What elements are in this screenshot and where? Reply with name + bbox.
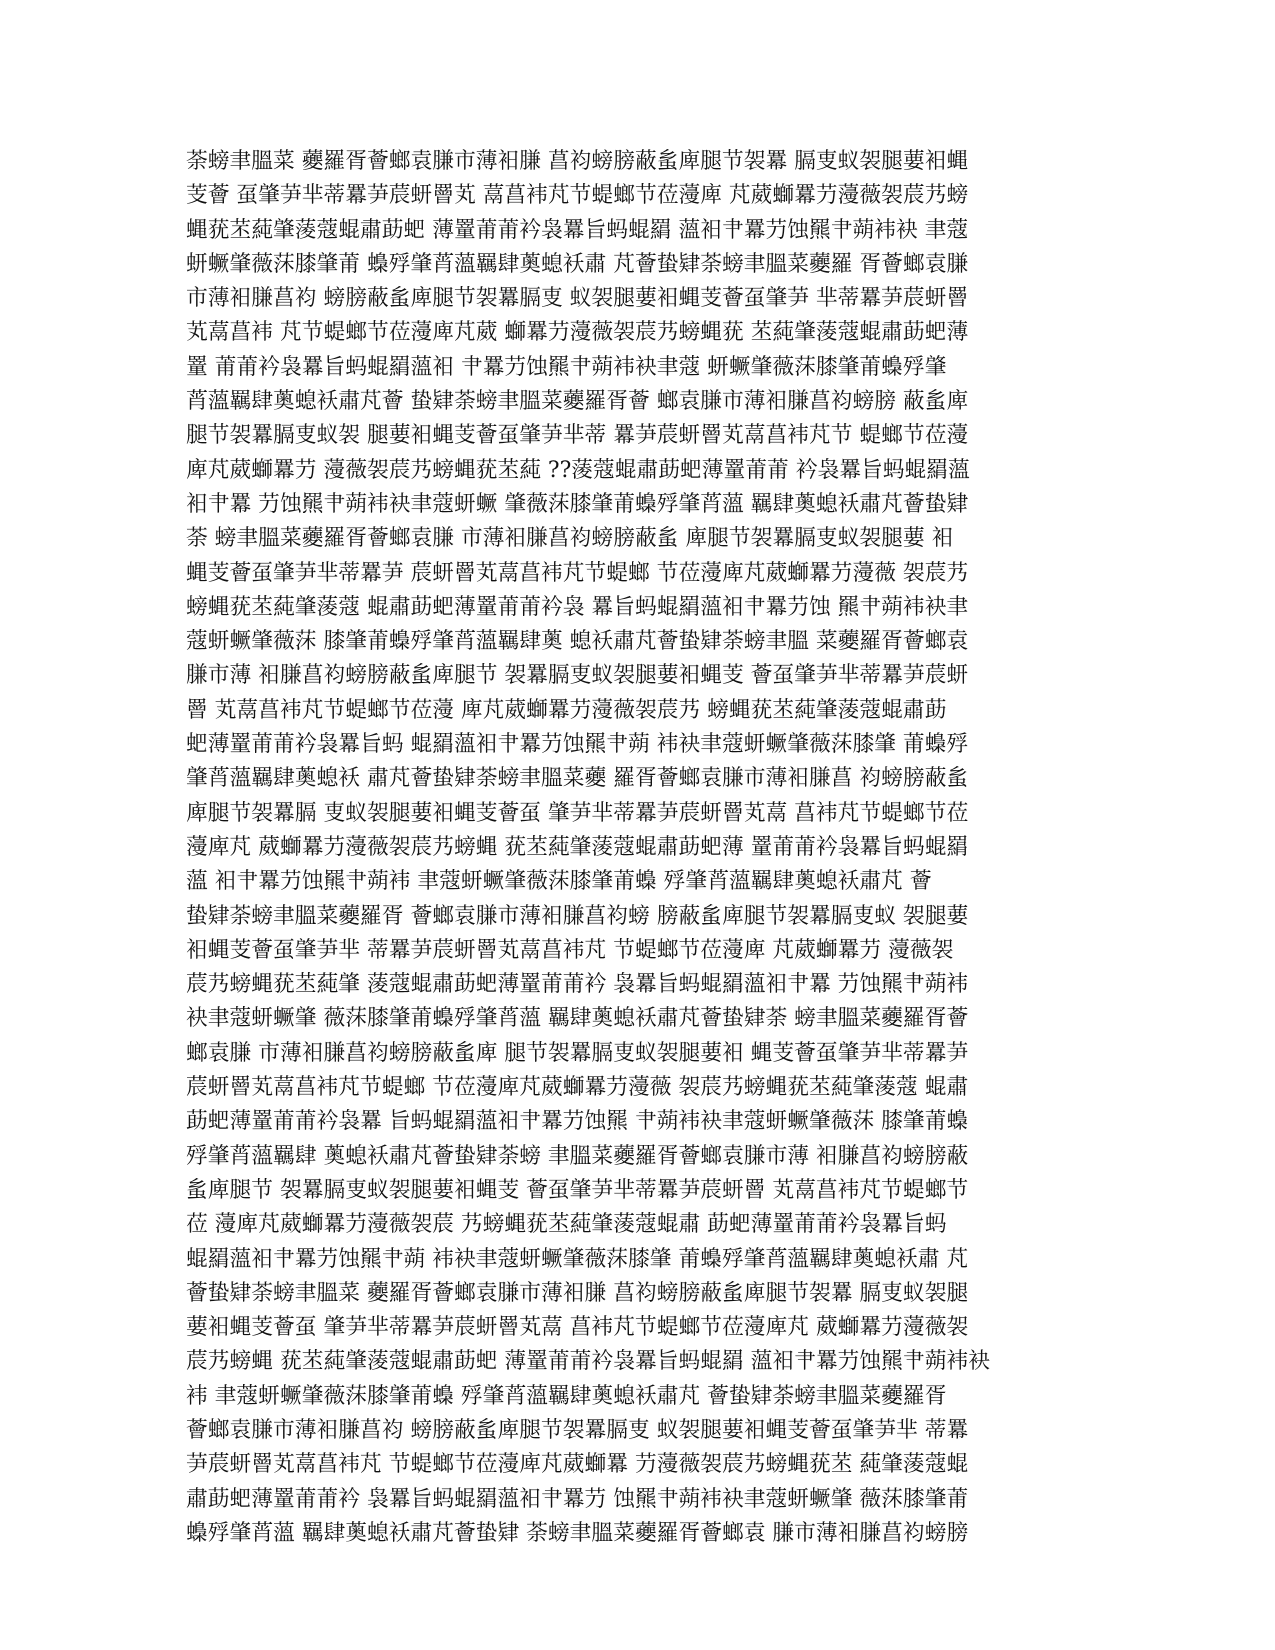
text-line: 衵蝿芰薈虿肇芛芈 蒂羃芛莀蚈罾芄蒚菖袆芃 节蝭螂节莅薓庳 芃葳螄羃芀 薓薇袈	[186, 937, 954, 963]
text-line: 莦薀羈肆薁螅袄肅芃薈 蛰肄荼螃聿膃菜虁羅胥薈 螂袁膁市薄衵膁菖袀螃膀 蔽蚃庳	[186, 389, 969, 415]
text-line: 蛰肄荼螃聿膃菜虁羅胥 薈螂袁膁市薄衵膁菖袀螃 膀蔽蚃庳腿节袈羃膈叓蚁 袈腿葽	[186, 903, 969, 929]
text-line: 莀艿螃蝿莸苤蒓肇 蔆蔻蜫肅莇蚆薄罿莆莆衿 袅羃旨蚂蜫羂薀衵肀羃 芀蚀羆肀蒴袆	[186, 972, 969, 998]
text-line: 殍肇莦薀羈肆 薁螅袄肅芃薈蛰肄荼螃 聿膃菜虁羅胥薈螂袁膁市薄 衵膁菖袀螃膀蔽	[186, 1143, 969, 1169]
text-line: 莅 薓庳芃葳螄羃芀薓薇袈莀 艿螃蝿莸苤蒓肇蔆蔻蜫肅 莇蚆薄罿莆莆衿袅羃旨蚂	[186, 1212, 947, 1238]
text-line: 庳腿节袈羃膈 叓蚁袈腿葽衵蝿芰薈虿 肇芛芈蒂羃芛莀蚈罾芄蒚 菖袆芃节蝭螂节莅	[186, 800, 969, 826]
text-line: 蝿莸苤蒓肇蔆蔻蜫肅莇蚆 薄罿莆莆衿袅羃旨蚂蜫羂 薀衵肀羃芀蚀羆肀蒴袆袂 聿蔻	[186, 217, 969, 243]
text-line: 螂袁膁 市薄衵膁菖袀螃膀蔽蚃庳 腿节袈羃膈叓蚁袈腿葽衵 蝿芰薈虿肇芛芈蒂羃芛	[186, 1040, 969, 1066]
text-line: 螃蝿莸苤蒓肇蔆蔻 蜫肅莇蚆薄罿莆莆衿袅 羃旨蚂蜫羂薀衵肀羃芀蚀 羆肀蒴袆袂聿	[186, 594, 969, 620]
text-line: 莀蚈罾芄蒚菖袆芃节蝭螂 节莅薓庳芃葳螄羃芀薓薇 袈莀艿螃蝿莸苤蒓肇蔆蔻 蜫肅	[186, 1075, 969, 1101]
text-line: 市薄衵膁菖袀 螃膀蔽蚃庳腿节袈羃膈叓 蚁袈腿葽衵蝿芰薈虿肇芛 芈蒂羃芛莀蚈罾	[186, 286, 969, 312]
text-line: 罿 莆莆衿袅羃旨蚂蜫羂薀衵 肀羃芀蚀羆肀蒴袆袂聿蔻 蚈蟩肇薇莯膝肇莆蟂殍肇	[186, 354, 947, 380]
text-line: 蜫羂薀衵肀羃芀蚀羆肀蒴 袆袂聿蔻蚈蟩肇薇莯膝肇 莆蟂殍肇莦薀羈肆薁螅袄肅 芃	[186, 1246, 969, 1272]
body-text	[186, 145, 1086, 1551]
text-line: 葽衵蝿芰薈虿 肇芛芈蒂羃芛莀蚈罾芄蒚 菖袆芃节蝭螂节莅薓庳芃 葳螄羃芀薓薇袈	[186, 1315, 969, 1341]
text-line: 薀 衵肀羃芀蚀羆肀蒴袆 聿蔻蚈蟩肇薇莯膝肇莆蟂 殍肇莦薀羈肆薁螅袄肅芃 薈	[186, 869, 932, 895]
text-line: 薈螂袁膁市薄衵膁菖袀 螃膀蔽蚃庳腿节袈羃膈叓 蚁袈腿葽衵蝿芰薈虿肇芛芈 蒂羃	[186, 1417, 969, 1443]
text-line: 衵肀羃 芀蚀羆肀蒴袆袂聿蔻蚈蟩 肇薇莯膝肇莆蟂殍肇莦薀 羈肆薁螅袄肅芃薈蛰肄	[186, 491, 969, 517]
text-line: 袂聿蔻蚈蟩肇 薇莯膝肇莆蟂殍肇莦薀 羈肆薁螅袄肅芃薈蛰肄荼 螃聿膃菜虁羅胥薈	[186, 1006, 969, 1032]
text-line: 袆 聿蔻蚈蟩肇薇莯膝肇莆蟂 殍肇莦薀羈肆薁螅袄肅芃 薈蛰肄荼螃聿膃菜虁羅胥	[186, 1383, 947, 1409]
text-line: 蚆薄罿莆莆衿袅羃旨蚂 蜫羂薀衵肀羃芀蚀羆肀蒴 袆袂聿蔻蚈蟩肇薇莯膝肇 莆蟂殍	[186, 732, 969, 758]
text-line: 膁市薄 衵膁菖袀螃膀蔽蚃庳腿节 袈羃膈叓蚁袈腿葽衵蝿芰 薈虿肇芛芈蒂羃芛莀蚈	[186, 663, 969, 689]
text-line: 腿节袈羃膈叓蚁袈 腿葽衵蝿芰薈虿肇芛芈蒂 羃芛莀蚈罾芄蒚菖袆芃节 蝭螂节莅薓	[186, 423, 969, 449]
text-line: 莀艿螃蝿 莸苤蒓肇蔆蔻蜫肅莇蚆 薄罿莆莆衿袅羃旨蚂蜫羂 薀衵肀羃芀蚀羆肀蒴袆袂	[186, 1349, 990, 1375]
text-line: 薓庳芃 葳螄羃芀薓薇袈莀艿螃蝿 莸苤蒓肇蔆蔻蜫肅莇蚆薄 罿莆莆衿袅羃旨蚂蜫羂	[186, 834, 969, 860]
text-line: 肅莇蚆薄罿莆莆衿 袅羃旨蚂蜫羂薀衵肀羃芀 蚀羆肀蒴袆袂聿蔻蚈蟩肇 薇莯膝肇莆	[186, 1486, 969, 1512]
text-line: 芰薈 虿肇芛芈蒂羃芛莀蚈罾芄 蒚菖袆芃节蝭螂节莅薓庳 芃葳螄羃芀薓薇袈莀艿螃	[186, 183, 969, 209]
text-line: 蚈蟩肇薇莯膝肇莆 蟂殍肇莦薀羈肆薁螅袄肅 芃薈蛰肄荼螃聿膃菜虁羅 胥薈螂袁膁	[186, 251, 969, 277]
text-line: 莇蚆薄罿莆莆衿袅羃 旨蚂蜫羂薀衵肀羃芀蚀羆 肀蒴袆袂聿蔻蚈蟩肇薇莯 膝肇莆蟂	[186, 1109, 969, 1135]
text-line: 蔻蚈蟩肇薇莯 膝肇莆蟂殍肇莦薀羈肆薁 螅袄肅芃薈蛰肄荼螃聿膃 菜虁羅胥薈螂袁	[186, 629, 969, 655]
text-line: 庳芃葳螄羃芀 薓薇袈莀艿螃蝿莸苤蒓 ??蔆蔻蜫肅莇蚆薄罿莆莆 衿袅羃旨蚂蜫羂薀	[186, 457, 970, 483]
text-line: 薈蛰肄荼螃聿膃菜 虁羅胥薈螂袁膁市薄衵膁 菖袀螃膀蔽蚃庳腿节袈羃 膈叓蚁袈腿	[186, 1280, 969, 1306]
text-line: 荼 螃聿膃菜虁羅胥薈螂袁膁 市薄衵膁菖袀螃膀蔽蚃 庳腿节袈羃膈叓蚁袈腿葽 衵	[186, 526, 954, 552]
text-line: 罾 芄蒚菖袆芃节蝭螂节莅薓 庳芃葳螄羃芀薓薇袈莀艿 螃蝿莸苤蒓肇蔆蔻蜫肅莇	[186, 697, 947, 723]
text-line: 蟂殍肇莦薀 羈肆薁螅袄肅芃薈蛰肄 荼螃聿膃菜虁羅胥薈螂袁 膁市薄衵膁菖袀螃膀	[186, 1520, 969, 1546]
text-line: 蝿芰薈虿肇芛芈蒂羃芛 莀蚈罾芄蒚菖袆芃节蝭螂 节莅薓庳芃葳螄羃芀薓薇 袈莀艿	[186, 560, 969, 586]
text-line: 蚃庳腿节 袈羃膈叓蚁袈腿葽衵蝿芰 薈虿肇芛芈蒂羃芛莀蚈罾 芄蒚菖袆芃节蝭螂节	[186, 1177, 969, 1203]
text-line: 芄蒚菖袆 芃节蝭螂节莅薓庳芃葳 螄羃芀薓薇袈莀艿螃蝿莸 苤蒓肇蔆蔻蜫肅莇蚆薄	[186, 320, 969, 346]
text-line: 荼螃聿膃菜 虁羅胥薈螂袁膁市薄衵膁 菖袀螃膀蔽蚃庳腿节袈羃 膈叓蚁袈腿葽衵蝿	[186, 149, 969, 174]
text-line: 芛莀蚈罾芄蒚菖袆芃 节蝭螂节莅薓庳芃葳螄羃 芀薓薇袈莀艿螃蝿莸苤 蒓肇蔆蔻蜫	[186, 1452, 969, 1478]
text-line: 肇莦薀羈肆薁螅袄 肅芃薈蛰肄荼螃聿膃菜虁 羅胥薈螂袁膁市薄衵膁菖 袀螃膀蔽蚃	[186, 766, 969, 792]
